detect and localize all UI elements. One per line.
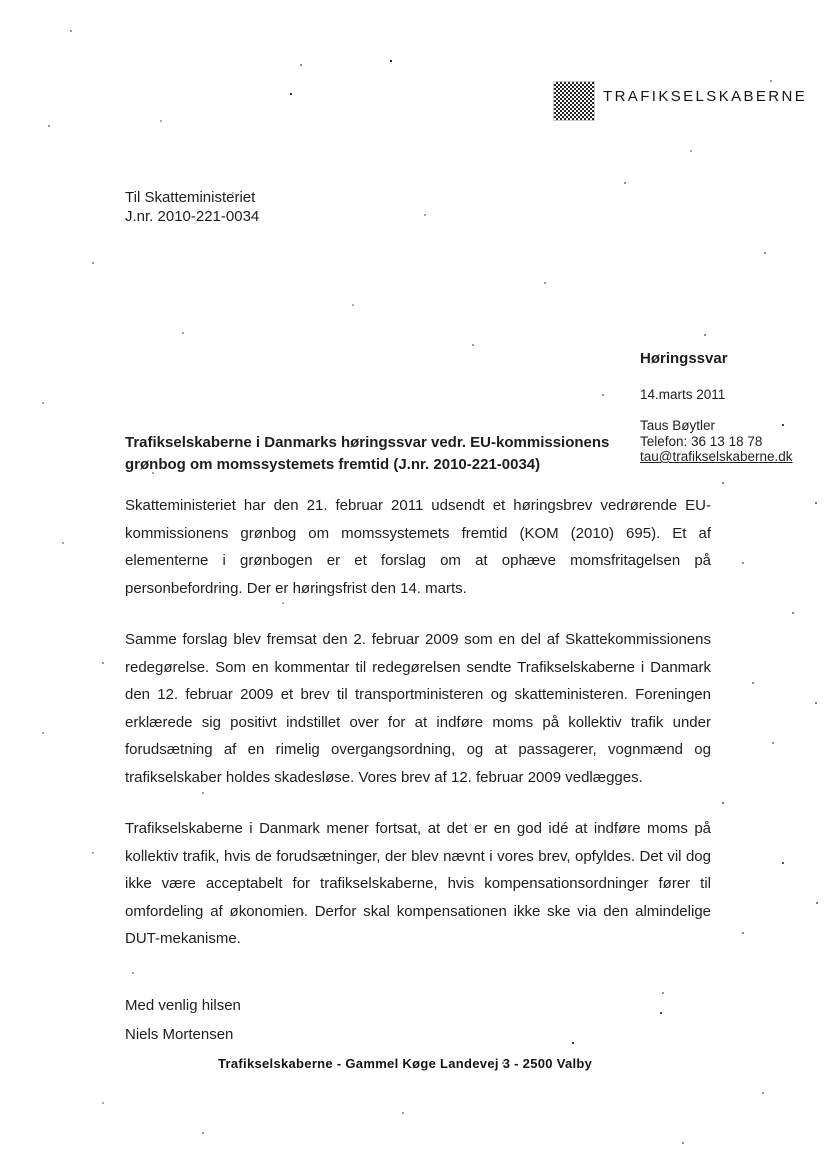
contact-email: tau@trafikselskaberne.dk [640,449,793,464]
closing-block [125,992,241,1049]
scan-noise [0,0,2,2]
body-paragraph: Skatteministeriet har den 21. februar 2011 udsendt et høringsbrev vedrørende EU-kommissionens grønbog om momssystemets fremtid (KOM (2010) 695). Et af elementerne i grønbogen er et forslag om at ophæve momsfritagelsen på personbefordring. Der er høringsfrist den 14. marts. [125,497,711,597]
recipient-line: Til Skatteministeriet [125,189,256,206]
signature-name: Niels Mortensen [125,1025,234,1043]
document-date: 14.marts 2011 [640,387,726,402]
contact-name: Taus Bøytler [640,418,716,433]
subject-heading: Trafikselskaberne i Danmarks høringssvar vedr. EU-kommissionens grønbog om momssystemets fremtid (J.nr. 2010-221-0034) [125,434,610,473]
recipient-block [125,189,259,226]
contact-block [640,418,820,465]
letter-body [125,492,711,977]
contact-phone: Telefon: 36 13 18 78 [640,433,763,449]
body-paragraph: Samme forslag blev fremsat den 2. februar 2009 som en del af Skattekommissionens redegørelse. Som en kommentar til redegørelsen sendte Trafikselskaberne i Danmark den 12. februar 2009 et brev til transportministeren og skatteministeren. Foreningen erklærede sig positivt indstillet over for at indføre moms på kollektiv trafik under forudsætning af en rimelig overgangsordning, og at passagerer, vognmænd og trafikselskaber holdes skadesløse. Vores brev af 12. februar 2009 vedlægges. [125,631,711,786]
closing-salutation: Med venlig hilsen [125,997,241,1014]
footer-address: Trafikselskaberne - Gammel Køge Landevej 3 - 2500 Valby [218,1056,593,1071]
document-type-label: Høringssvar [640,350,728,367]
meta-column [640,350,820,465]
trafikselskaberne-logo-icon [554,82,594,120]
body-paragraph: Trafikselskaberne i Danmark mener fortsat, at det er en god idé at indføre moms på kollektiv trafik, hvis de forudsætninger, der blev nævnt i vores brev, opfyldes. Det vil dog ikke være acceptabelt for trafikselskaberne, hvis kompensationsordninger fører til omfordeling af økonomien. Derfor skal kompensationen ikke ske via den almindelige DUT-mekanisme. [125,820,711,947]
letterhead-brand-name: TRAFIKSELSKABERNE [603,88,808,105]
journal-number: J.nr. 2010-221-0034 [125,207,260,225]
